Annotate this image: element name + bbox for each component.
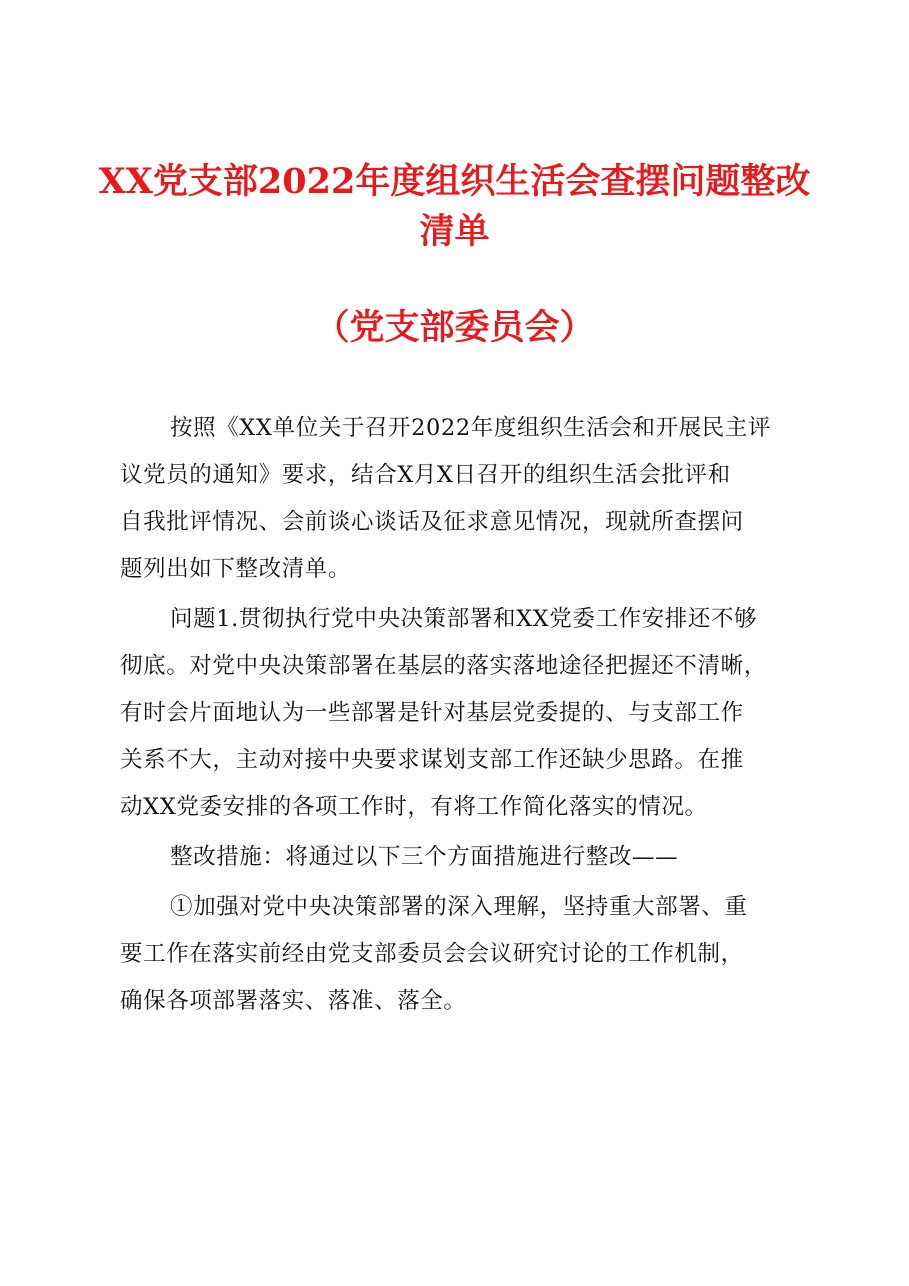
problem-1-line-5: 动XX党委安排的各项工作时，有将工作简化落实的情况。 xyxy=(120,794,708,820)
paragraph-intro-line-4: 题列出如下整改清单。 xyxy=(120,556,352,582)
measure-1-line-1: ①加强对党中央决策部署的深入理解，坚持重大部署、重 xyxy=(170,894,748,920)
rectification-measures-heading: 整改措施：将通过以下三个方面措施进行整改—— xyxy=(170,844,679,870)
paragraph-intro-line-2: 议党员的通知》要求，结合X月X日召开的组织生活会批评和 xyxy=(120,462,731,488)
paragraph-intro-line-3: 自我批评情况、会前谈心谈话及征求意见情况，现就所查摆问 xyxy=(120,509,744,535)
problem-1-line-2: 彻底。对党中央决策部署在基层的落实落地途径把握还不清晰， xyxy=(120,653,767,679)
paragraph-intro-line-1: 按照《XX单位关于召开2022年度组织生活会和开展民主评 xyxy=(170,415,772,441)
problem-1-line-4: 关系不大，主动对接中央要求谋划支部工作还缺少思路。在推 xyxy=(120,747,744,773)
measure-1-line-3: 确保各项部署落实、落准、落全。 xyxy=(120,988,467,1014)
problem-1-line-1: 问题1.贯彻执行党中央决策部署和XX党委工作安排还不够 xyxy=(170,606,758,632)
document-title-line-1: XX党支部2022年度组织生活会查摆问题整改 xyxy=(98,161,811,202)
document-title-line-2: 清单 xyxy=(419,211,490,252)
problem-1-line-3: 有时会片面地认为一些部署是针对基层党委提的、与支部工作 xyxy=(120,700,744,726)
measure-1-line-2: 要工作在落实前经由党支部委员会会议研究讨论的工作机制， xyxy=(120,941,744,967)
document-subtitle: （党支部委员会） xyxy=(314,307,595,348)
